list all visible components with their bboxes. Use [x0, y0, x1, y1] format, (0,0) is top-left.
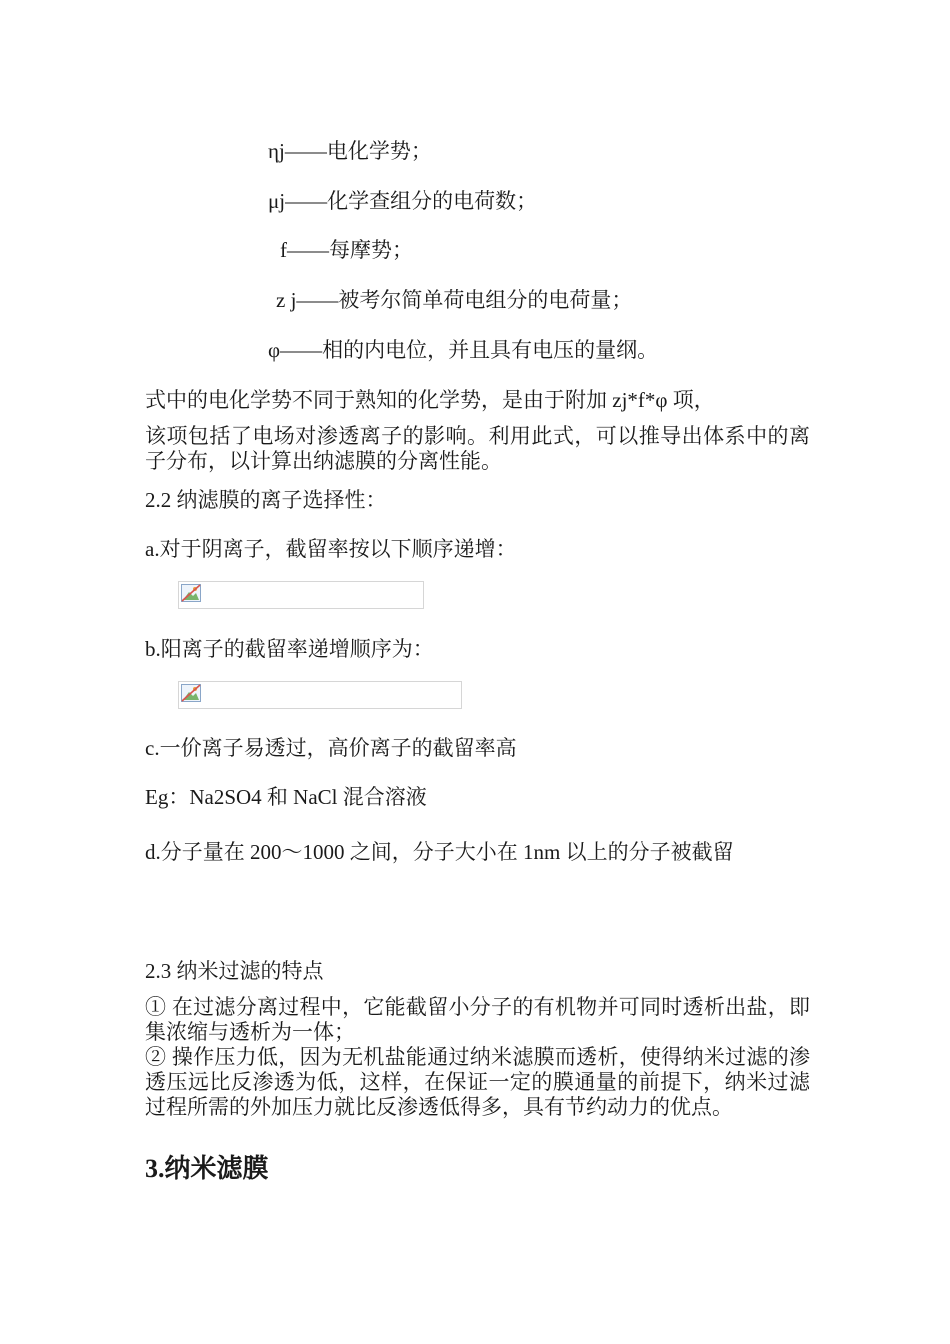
definition-f: f——每摩势；: [280, 238, 413, 262]
item-c-valence: c.一价离子易透过，高价离子的截留率高: [145, 736, 517, 760]
definition-eta: ηj——电化学势；: [268, 139, 432, 163]
anion-order-image: [178, 581, 424, 609]
item-d-molecular-weight: d.分子量在 200～1000 之间，分子大小在 1nm 以上的分子被截留: [145, 840, 734, 864]
item-a-anions: a.对于阴离子，截留率按以下顺序递增：: [145, 537, 517, 561]
broken-image-icon: [181, 584, 201, 602]
section-2-3-title: 2.3 纳米过滤的特点: [145, 959, 324, 983]
feature-2: ② 操作压力低，因为无机盐能通过纳米滤膜而透析，使得纳米过滤的渗透压远比反渗透为低，这样，在保证一定的膜通量的前提下，纳米过滤过程所需的外加压力就比反渗透低得多，具有节约动力的优点。: [145, 1045, 810, 1119]
definition-mu: μj——化学查组分的电荷数；: [268, 189, 538, 213]
section-2-2-title: 2.2 纳滤膜的离子选择性：: [145, 488, 387, 512]
definition-phi: φ——相的内电位，并且具有电压的量纲。: [268, 338, 659, 362]
item-example: Eg：Na2SO4 和 NaCl 混合溶液: [145, 785, 427, 809]
cation-order-image: [178, 681, 462, 709]
explanation-line-1: 式中的电化学势不同于熟知的化学势，是由于附加 zj*f*φ 项，: [145, 388, 715, 412]
definition-z: z j——被考尔简单荷电组分的电荷量；: [276, 288, 633, 312]
section-3-title: 3.纳米滤膜: [145, 1154, 269, 1183]
feature-1: ① 在过滤分离过程中，它能截留小分子的有机物并可同时透析出盐，即集浓缩与透析为一体；: [145, 995, 810, 1044]
item-b-cations: b.阳离子的截留率递增顺序为：: [145, 637, 434, 661]
explanation-paragraph: 该项包括了电场对渗透离子的影响。利用此式，可以推导出体系中的离子分布，以计算出纳滤膜的分离性能。: [145, 424, 810, 473]
broken-image-icon: [181, 684, 201, 702]
